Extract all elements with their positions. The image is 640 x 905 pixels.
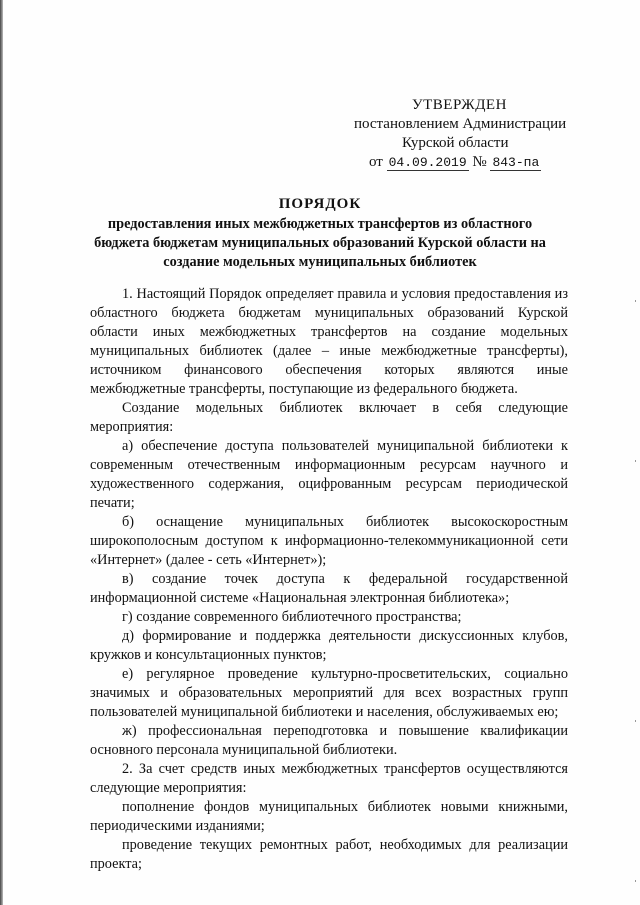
approval-line: Курской области	[402, 135, 509, 151]
paragraph: е) регулярное проведение культурно-просветительских, социально значимых и образовательных мероприятий для всех возрастных групп пользователей муниципальной библиотеки и населения, обслуживаемых ею;	[90, 666, 568, 720]
document-title: ПОРЯДОК	[278, 196, 362, 212]
paragraph: в) создание точек доступа к федеральной государственной информационной системе «Национальная электронная библиотека»;	[90, 571, 568, 606]
paragraph: г) создание современного библиотечного пространства;	[122, 609, 462, 625]
document-body	[90, 285, 568, 874]
paragraph: д) формирование и поддержка деятельности дискуссионных клубов, кружков и консультационных пунктов;	[90, 628, 568, 663]
number-sign: №	[472, 154, 487, 170]
paragraph: ж) профессиональная переподготовка и повышение квалификации основного персонала муниципальной библиотеки.	[90, 723, 568, 758]
approval-date: 04.09.2019	[388, 155, 467, 170]
scan-speck	[635, 880, 636, 882]
approval-line: постановлением Администрации	[354, 116, 567, 132]
date-prefix: от	[369, 154, 383, 170]
approval-title: УТВЕРЖДЕН	[412, 97, 507, 113]
paragraph: 1. Настоящий Порядок определяет правила и условия предоставления из областного бюджета бюджетам муниципальных образований Курской области иных межбюджетных трансфертов на создание модельных муниципальных библиотек (далее – иные межбюджетные трансферты), источником финансового обеспечения которых являются иные межбюджетные трансферты, поступающие из федерального бюджета.	[90, 286, 568, 397]
paragraph: проведение текущих ремонтных работ, необходимых для реализации проекта;	[90, 837, 568, 872]
approval-number: 843-па	[492, 155, 540, 170]
paragraph: 2. За счет средств иных межбюджетных трансфертов осуществляются следующие мероприятия:	[90, 761, 568, 796]
paragraph: б) оснащение муниципальных библиотек высокоскоростным широкополосным доступом к информационно-телекоммуникационной сети «Интернет» (далее - сеть «Интернет»);	[90, 514, 568, 568]
approval-stamp	[354, 96, 574, 172]
scan-speck	[635, 720, 636, 722]
scan-speck	[635, 460, 636, 462]
paragraph: а) обеспечение доступа пользователей муниципальной библиотеки к современным отечественным информационным ресурсам научного и художественного содержания, оцифрованным ресурсам периодической печати;	[90, 438, 568, 511]
scan-edge	[0, 0, 3, 905]
scan-speck	[635, 300, 636, 302]
paragraph: пополнение фондов муниципальных библиотек новыми книжными, периодическими изданиями;	[90, 799, 568, 834]
paragraph: Создание модельных библиотек включает в себя следующие мероприятия:	[90, 400, 568, 435]
approval-date-line	[369, 153, 574, 172]
document-subtitle: предоставления иных межбюджетных трансфертов из областного бюджета бюджетам муниципальных образований Курской области на создание модельных муниципальных библиотек	[94, 216, 546, 270]
